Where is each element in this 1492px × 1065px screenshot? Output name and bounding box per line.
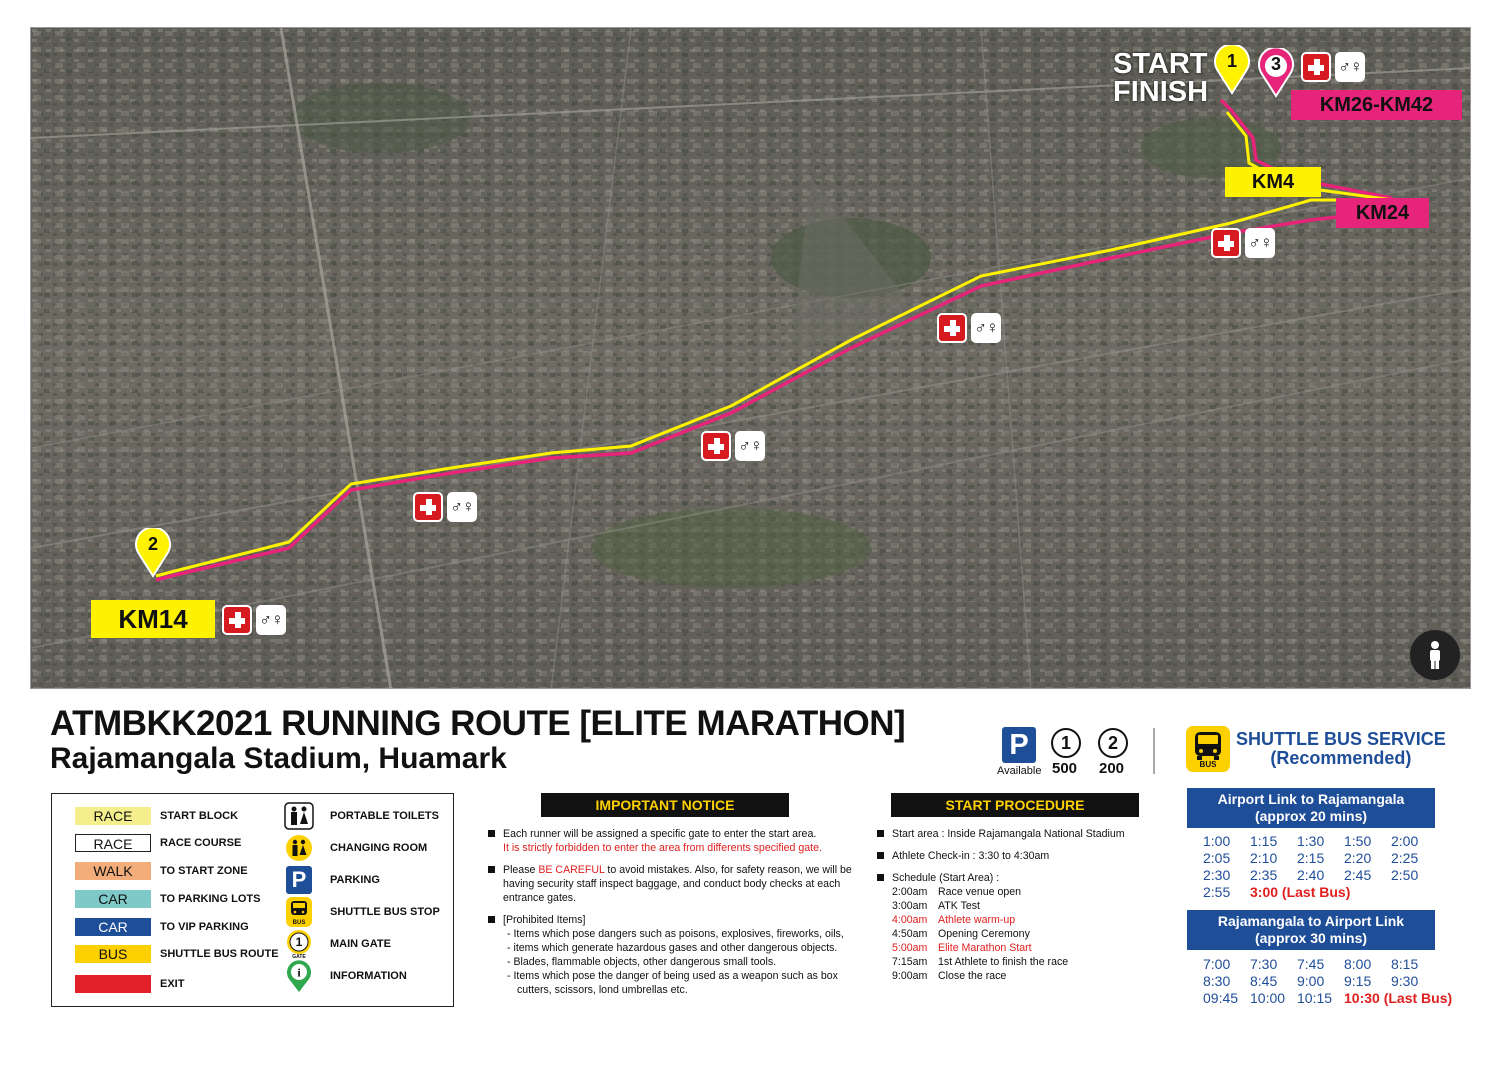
legend-swatch: WALK — [75, 862, 151, 880]
departure-time: 7:45 — [1297, 956, 1325, 972]
legend-swatch: RACE — [75, 807, 151, 825]
departure-time: 2:50 — [1391, 867, 1419, 883]
legend-swatch: CAR — [75, 918, 151, 936]
legend-label: INFORMATION — [330, 970, 407, 982]
prohibited-item: - Blades, flammable objects, other dangerous small tools. — [507, 956, 777, 968]
parking-icon — [284, 866, 314, 894]
schedule-event: Athlete warm-up — [938, 914, 1016, 926]
first-aid-icon — [701, 431, 731, 461]
departure-time: 7:00 — [1203, 956, 1231, 972]
legend-label: PARKING — [330, 874, 380, 886]
legend-label: CHANGING ROOM — [330, 842, 428, 854]
departure-time: 8:45 — [1250, 973, 1278, 989]
notice-text: to avoid mistakes. Also, for safety reason, we will be having security staff inspect baggage, and conduct body checks at each entrance gates. — [503, 864, 852, 904]
procedure-text: Athlete Check-in : 3:30 to 4:30am — [892, 850, 1050, 862]
shuttle-title — [1236, 730, 1446, 768]
departure-time: 9:30 — [1391, 973, 1419, 989]
km24-label: KM24 — [1336, 198, 1429, 228]
km14-label: KM14 — [91, 600, 215, 638]
parking-icon: P — [1002, 727, 1036, 763]
first-aid-icon — [413, 492, 443, 522]
legend-label: TO VIP PARKING — [160, 921, 249, 933]
route-duration: (approx 30 mins) — [1254, 930, 1368, 946]
departure-time: 2:15 — [1297, 850, 1325, 866]
last-bus-time: 10:30 (Last Bus) — [1344, 990, 1453, 1006]
time-row — [1203, 884, 1438, 901]
schedule-row — [892, 969, 1166, 983]
first-aid-icon — [222, 605, 252, 635]
schedule-row — [892, 941, 1166, 955]
departure-time: 2:25 — [1391, 850, 1419, 866]
start-finish-label: START FINISH — [1113, 48, 1209, 108]
departure-time: 2:20 — [1344, 850, 1372, 866]
legend-exit — [75, 975, 184, 993]
legend-shuttle-stop — [284, 898, 440, 926]
time-row — [1203, 990, 1452, 1007]
information-icon — [284, 962, 314, 990]
time-row — [1203, 833, 1438, 850]
street-view-button[interactable] — [1410, 630, 1460, 680]
legend-parking — [284, 866, 380, 894]
legend-label: EXIT — [160, 978, 185, 990]
satellite-map-background — [31, 28, 1471, 689]
svg-text:i: i — [297, 965, 301, 980]
legend-car-vip — [75, 918, 249, 936]
schedule-event: 1st Athlete to finish the race — [938, 956, 1069, 968]
procedure-item — [876, 849, 1166, 863]
first-aid-icon — [937, 313, 967, 343]
start-procedure-heading: START PROCEDURE — [891, 793, 1139, 817]
departure-time: 8:15 — [1391, 956, 1419, 972]
marker-1-pin[interactable]: 1 — [1212, 45, 1252, 95]
legend-label: TO START ZONE — [160, 865, 248, 877]
legend-car-parking — [75, 890, 260, 908]
toilet-icon: ♂♀ — [735, 431, 765, 461]
first-aid-icon — [1301, 52, 1331, 82]
aid-station[interactable] — [413, 492, 477, 522]
parking-lot-1-capacity: 500 — [1052, 760, 1078, 777]
bus-icon-text: BUS — [1199, 760, 1217, 769]
svg-text:1: 1 — [295, 935, 303, 949]
schedule-event: Opening Ceremony — [938, 928, 1030, 940]
legend-swatch: CAR — [75, 890, 151, 908]
time-row — [1203, 850, 1438, 867]
time-row — [1203, 956, 1452, 973]
route-heading: Airport Link to Rajamangala — [1217, 791, 1405, 807]
page-title: ATMBKK2021 RUNNING ROUTE [ELITE MARATHON] — [50, 704, 906, 743]
shuttle-bus-stop-icon — [284, 898, 314, 926]
legend-swatch: BUS — [75, 945, 151, 963]
airport-to-stadium-times — [1203, 833, 1438, 901]
legend-information — [284, 962, 407, 990]
departure-time: 2:00 — [1391, 833, 1419, 849]
schedule-time: 5:00am — [892, 942, 928, 954]
schedule-row — [892, 955, 1166, 969]
schedule-event: Close the race — [938, 970, 1007, 982]
schedule-row — [892, 913, 1166, 927]
divider — [1153, 728, 1155, 774]
shuttle-bus-header — [1186, 726, 1456, 772]
departure-time: 9:00 — [1297, 973, 1325, 989]
marker-3-pin[interactable]: 3 — [1256, 48, 1296, 98]
page-subtitle: Rajamangala Stadium, Huamark — [50, 742, 507, 775]
departure-time: 10:15 — [1297, 990, 1333, 1006]
legend-swatch: RACE — [75, 834, 151, 852]
legend-label: TO PARKING LOTS — [160, 893, 261, 905]
departure-time: 8:30 — [1203, 973, 1231, 989]
schedule-event: ATK Test — [938, 900, 980, 912]
notice-item — [487, 827, 862, 855]
schedule-row — [892, 885, 1166, 899]
legend-main-gate — [284, 930, 391, 958]
parking-available-label: Available — [997, 765, 1042, 777]
schedule-time: 9:00am — [892, 970, 928, 982]
procedure-item — [876, 871, 1166, 983]
shuttle-bus-icon — [1186, 726, 1230, 772]
first-aid-icon — [1211, 228, 1241, 258]
legend-label: START BLOCK — [160, 810, 239, 822]
schedule-row — [892, 899, 1166, 913]
parking-glyph: P — [286, 866, 312, 894]
departure-time: 2:40 — [1297, 867, 1325, 883]
prohibited-item: - Items which pose the danger of being used as a weapon such as box cutters, scissors, lond umbrellas etc. — [507, 970, 838, 996]
toilet-icon: ♂♀ — [971, 313, 1001, 343]
toilet-icon: ♂♀ — [256, 605, 286, 635]
route-map[interactable] — [30, 27, 1471, 689]
schedule-row — [892, 927, 1166, 941]
legend-label: MAIN GATE — [330, 938, 391, 950]
departure-time: 2:10 — [1250, 850, 1278, 866]
schedule-event: Elite Marathon Start — [938, 942, 1032, 954]
schedule-time: 4:50am — [892, 928, 928, 940]
aid-station[interactable] — [1211, 228, 1275, 258]
departure-time: 8:00 — [1344, 956, 1372, 972]
prohibited-heading: [Prohibited Items] — [503, 914, 586, 926]
departure-time: 09:45 — [1203, 990, 1239, 1006]
departure-time: 1:15 — [1250, 833, 1278, 849]
aid-station[interactable] — [701, 431, 765, 461]
legend-swatch — [75, 975, 151, 993]
last-bus-time: 3:00 (Last Bus) — [1250, 884, 1351, 900]
prohibited-item: - Items which pose dangers such as poisons, explosives, fireworks, oils, — [507, 928, 844, 940]
legend-label: RACE COURSE — [160, 837, 242, 849]
parking-availability — [997, 727, 1147, 777]
notice-text: Each runner will be assigned a specific gate to enter the start area. — [503, 828, 817, 840]
legend-changing-room — [284, 834, 427, 862]
parking-lot-1-icon: 1 — [1051, 728, 1081, 758]
marker-2-pin[interactable]: 2 — [133, 528, 173, 578]
departure-time: 2:05 — [1203, 850, 1231, 866]
schedule-heading: Schedule (Start Area) : — [892, 872, 1000, 884]
schedule-time: 2:00am — [892, 886, 928, 898]
departure-time: 1:50 — [1344, 833, 1372, 849]
departure-time: 1:30 — [1297, 833, 1325, 849]
schedule-time: 4:00am — [892, 914, 928, 926]
main-gate-icon — [284, 930, 314, 958]
notice-warning: It is strictly forbidden to enter the area from differents specified gate. — [503, 842, 822, 854]
schedule-event: Race venue open — [938, 886, 1022, 898]
important-notice — [487, 827, 862, 1005]
important-notice-heading: IMPORTANT NOTICE — [541, 793, 789, 817]
schedule-time: 7:15am — [892, 956, 928, 968]
airport-to-stadium-heading — [1187, 788, 1435, 828]
notice-item — [487, 863, 862, 905]
aid-station-km14[interactable] — [222, 605, 286, 635]
legend-bus — [75, 945, 279, 963]
legend-label: SHUTTLE BUS ROUTE — [160, 948, 279, 960]
aid-station-start[interactable] — [1301, 52, 1365, 82]
prohibited-item: - items which generate hazardous gases and other dangerous objects. — [507, 942, 838, 954]
notice-warning: BE CAREFUL — [538, 864, 605, 876]
departure-time: 2:30 — [1203, 867, 1231, 883]
procedure-text: Start area : Inside Rajamangala National Stadium — [892, 828, 1125, 840]
departure-time: 2:55 — [1203, 884, 1231, 900]
departure-time: 2:45 — [1344, 867, 1372, 883]
departure-time: 1:00 — [1203, 833, 1231, 849]
departure-time: 10:00 — [1250, 990, 1286, 1006]
legend-walk — [75, 862, 248, 880]
schedule-time: 3:00am — [892, 900, 928, 912]
person-icon — [1425, 640, 1445, 670]
toilet-icon: ♂♀ — [447, 492, 477, 522]
toilet-icon: ♂♀ — [1245, 228, 1275, 258]
svg-text:GATE: GATE — [292, 954, 306, 959]
time-row — [1203, 973, 1452, 990]
departure-time: 9:15 — [1344, 973, 1372, 989]
parking-lot-2-capacity: 200 — [1099, 760, 1125, 777]
route-duration: (approx 20 mins) — [1254, 808, 1368, 824]
notice-text: Please — [503, 864, 539, 876]
parking-lot-2-icon: 2 — [1098, 728, 1128, 758]
legend-label: PORTABLE TOILETS — [330, 810, 439, 822]
legend-portable-toilets — [284, 802, 439, 830]
notice-item — [487, 913, 862, 997]
legend — [51, 793, 454, 1007]
shuttle-title-text: SHUTTLE BUS SERVICE — [1236, 729, 1446, 749]
aid-station[interactable] — [937, 313, 1001, 343]
legend-race-course — [75, 834, 241, 852]
departure-time: 7:30 — [1250, 956, 1278, 972]
km4-label: KM4 — [1225, 167, 1321, 197]
changing-room-icon — [284, 834, 314, 862]
route-heading: Rajamangala to Airport Link — [1217, 913, 1405, 929]
legend-start-block — [75, 807, 238, 825]
portable-toilet-icon — [284, 802, 314, 830]
toilet-icon: ♂♀ — [1335, 52, 1365, 82]
svg-text:BUS: BUS — [292, 920, 306, 926]
departure-time: 2:35 — [1250, 867, 1278, 883]
procedure-item — [876, 827, 1166, 841]
time-row — [1203, 867, 1438, 884]
stadium-to-airport-heading — [1187, 910, 1435, 950]
start-procedure — [876, 827, 1166, 991]
stadium-to-airport-times — [1203, 956, 1452, 1007]
shuttle-subtitle: (Recommended) — [1270, 748, 1412, 768]
legend-label: SHUTTLE BUS STOP — [330, 906, 440, 918]
km26-km42-label: KM26-KM42 — [1291, 90, 1462, 120]
